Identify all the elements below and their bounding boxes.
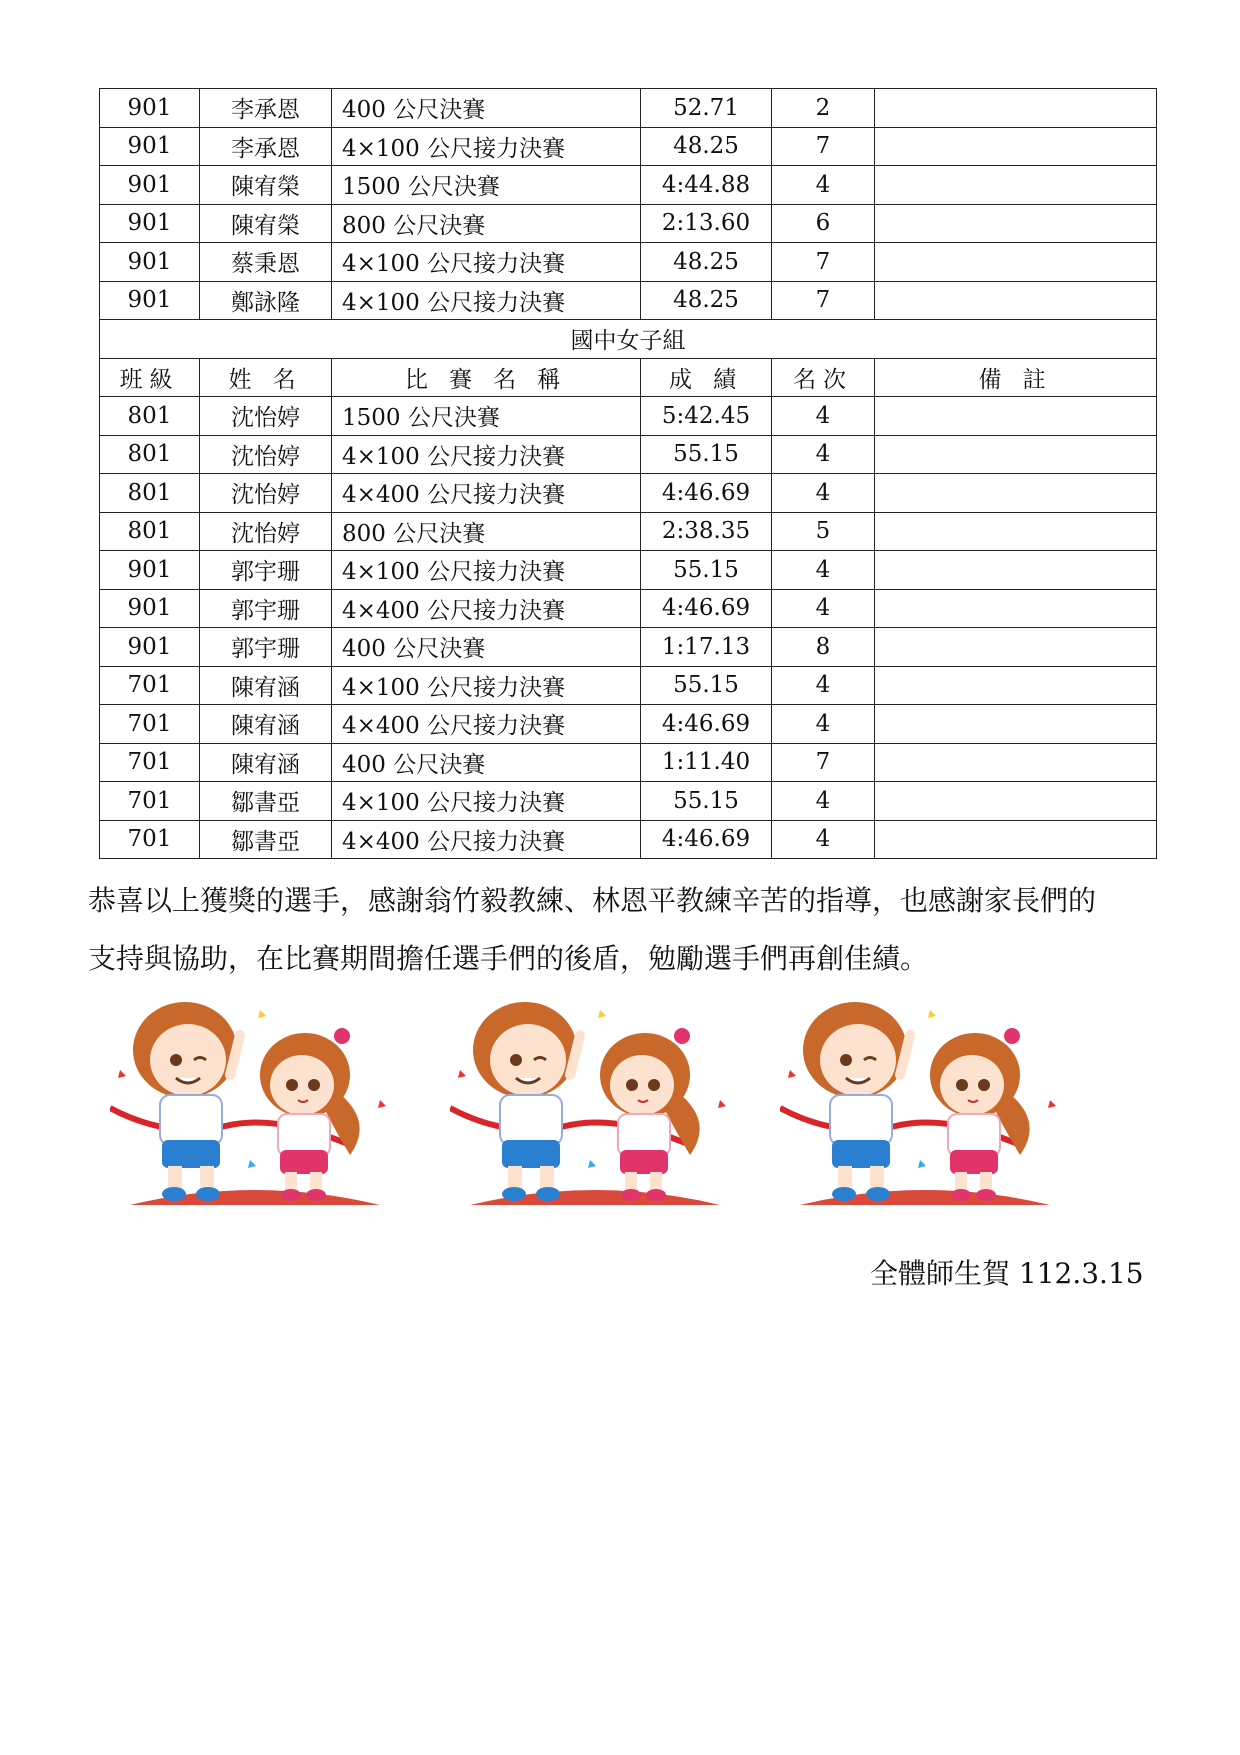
boys-results-body (100, 89, 1157, 320)
cell-name: 沈怡婷 (200, 397, 332, 436)
cell-name: 李承恩 (200, 127, 332, 166)
table-row (100, 243, 1157, 282)
table-row (100, 204, 1157, 243)
cell-class: 901 (100, 589, 200, 628)
table-row (100, 551, 1157, 590)
cell-event: 4×400 公尺接力決賽 (332, 474, 641, 513)
cell-class: 701 (100, 743, 200, 782)
cell-event: 4×400 公尺接力決賽 (332, 820, 641, 859)
cell-result: 5:42.45 (641, 397, 772, 436)
cell-result: 4:46.69 (641, 589, 772, 628)
table-row (100, 628, 1157, 667)
table-row (100, 589, 1157, 628)
cell-class: 701 (100, 820, 200, 859)
cell-name: 沈怡婷 (200, 474, 332, 513)
cell-rank: 4 (772, 820, 875, 859)
cell-event: 4×100 公尺接力決賽 (332, 435, 641, 474)
cell-rank: 7 (772, 281, 875, 320)
cell-name: 陳宥涵 (200, 666, 332, 705)
cell-class: 801 (100, 474, 200, 513)
cell-name: 陳宥涵 (200, 743, 332, 782)
cell-rank: 4 (772, 166, 875, 205)
cell-note (875, 705, 1157, 744)
header-note: 備 註 (875, 358, 1157, 397)
running-kids-finish-line-icon (110, 990, 400, 1220)
header-event: 比 賽 名 稱 (332, 358, 641, 397)
girls-results-body (100, 397, 1157, 859)
table-row (100, 705, 1157, 744)
table-row (100, 474, 1157, 513)
cell-rank: 2 (772, 89, 875, 128)
cell-result: 48.25 (641, 281, 772, 320)
cell-event: 400 公尺決賽 (332, 743, 641, 782)
cell-name: 陳宥涵 (200, 705, 332, 744)
header-class: 班級 (100, 358, 200, 397)
cell-result: 4:46.69 (641, 705, 772, 744)
cell-rank: 4 (772, 589, 875, 628)
cell-result: 1:11.40 (641, 743, 772, 782)
cell-rank: 6 (772, 204, 875, 243)
table-row (100, 435, 1157, 474)
cell-rank: 4 (772, 474, 875, 513)
cell-note (875, 89, 1157, 128)
table-row (100, 743, 1157, 782)
cell-result: 2:38.35 (641, 512, 772, 551)
cell-name: 陳宥榮 (200, 204, 332, 243)
cell-rank: 4 (772, 435, 875, 474)
cell-event: 400 公尺決賽 (332, 628, 641, 667)
cell-result: 55.15 (641, 551, 772, 590)
cell-result: 4:46.69 (641, 474, 772, 513)
cell-name: 李承恩 (200, 89, 332, 128)
header-name: 姓 名 (200, 358, 332, 397)
cell-rank: 7 (772, 127, 875, 166)
table-row (100, 666, 1157, 705)
cell-rank: 4 (772, 782, 875, 821)
cell-event: 4×100 公尺接力決賽 (332, 782, 641, 821)
cell-class: 701 (100, 705, 200, 744)
cell-rank: 4 (772, 666, 875, 705)
cell-rank: 5 (772, 512, 875, 551)
cell-event: 4×100 公尺接力決賽 (332, 243, 641, 282)
cell-name: 郭宇珊 (200, 628, 332, 667)
cell-event: 800 公尺決賽 (332, 204, 641, 243)
cell-result: 48.25 (641, 243, 772, 282)
cell-event: 4×100 公尺接力決賽 (332, 666, 641, 705)
cell-result: 55.15 (641, 782, 772, 821)
cell-event: 4×100 公尺接力決賽 (332, 281, 641, 320)
running-kids-finish-line-icon (450, 990, 740, 1220)
cell-class: 801 (100, 435, 200, 474)
signoff-date: 全體師生賀 112.3.15 (870, 1257, 1144, 1290)
cell-class: 901 (100, 166, 200, 205)
cell-class: 701 (100, 782, 200, 821)
table-row (100, 397, 1157, 436)
cell-note (875, 243, 1157, 282)
cell-class: 901 (100, 281, 200, 320)
group-title-row (100, 320, 1157, 359)
cell-event: 4×100 公尺接力決賽 (332, 551, 641, 590)
cell-note (875, 512, 1157, 551)
cell-note (875, 397, 1157, 436)
cell-class: 701 (100, 666, 200, 705)
cell-class: 901 (100, 89, 200, 128)
table-row (100, 166, 1157, 205)
message-line-2: 支持與協助，在比賽期間擔任選手們的後盾，勉勵選手們再創佳績。 (88, 942, 929, 975)
results-table (99, 88, 1157, 859)
cell-note (875, 551, 1157, 590)
cell-result: 2:13.60 (641, 204, 772, 243)
cell-class: 901 (100, 243, 200, 282)
cell-name: 蔡秉恩 (200, 243, 332, 282)
cell-class: 901 (100, 551, 200, 590)
cell-class: 801 (100, 397, 200, 436)
cell-name: 陳宥榮 (200, 166, 332, 205)
cell-rank: 7 (772, 243, 875, 282)
group-title: 國中女子組 (100, 320, 1157, 359)
mascot-illustrations (110, 990, 1130, 1230)
cell-result: 55.15 (641, 666, 772, 705)
table-row (100, 512, 1157, 551)
cell-note (875, 782, 1157, 821)
table-row (100, 820, 1157, 859)
running-kids-finish-line-icon (780, 990, 1070, 1220)
cell-note (875, 589, 1157, 628)
cell-event: 400 公尺決賽 (332, 89, 641, 128)
cell-class: 901 (100, 628, 200, 667)
congratulation-message (88, 872, 1168, 988)
header-result: 成 績 (641, 358, 772, 397)
cell-rank: 7 (772, 743, 875, 782)
cell-note (875, 666, 1157, 705)
cell-note (875, 743, 1157, 782)
cell-event: 4×400 公尺接力決賽 (332, 705, 641, 744)
girls-section-header (100, 320, 1157, 397)
cell-note (875, 166, 1157, 205)
cell-name: 鄒書亞 (200, 782, 332, 821)
cell-event: 4×400 公尺接力決賽 (332, 589, 641, 628)
cell-note (875, 127, 1157, 166)
cell-rank: 4 (772, 705, 875, 744)
cell-note (875, 628, 1157, 667)
table-row (100, 782, 1157, 821)
cell-class: 901 (100, 127, 200, 166)
table-row (100, 127, 1157, 166)
cell-name: 鄭詠隆 (200, 281, 332, 320)
message-line-1: 恭喜以上獲獎的選手，感謝翁竹毅教練、林恩平教練辛苦的指導，也感謝家長們的 (88, 884, 1097, 917)
header-rank: 名次 (772, 358, 875, 397)
cell-name: 郭宇珊 (200, 551, 332, 590)
cell-note (875, 474, 1157, 513)
header-row (100, 358, 1157, 397)
table-row (100, 281, 1157, 320)
cell-result: 55.15 (641, 435, 772, 474)
cell-name: 郭宇珊 (200, 589, 332, 628)
cell-event: 800 公尺決賽 (332, 512, 641, 551)
cell-rank: 4 (772, 397, 875, 436)
table-row (100, 89, 1157, 128)
cell-name: 沈怡婷 (200, 435, 332, 474)
cell-result: 1:17.13 (641, 628, 772, 667)
cell-class: 901 (100, 204, 200, 243)
cell-event: 1500 公尺決賽 (332, 166, 641, 205)
cell-rank: 8 (772, 628, 875, 667)
cell-note (875, 435, 1157, 474)
cell-result: 4:46.69 (641, 820, 772, 859)
cell-note (875, 204, 1157, 243)
cell-name: 鄒書亞 (200, 820, 332, 859)
cell-event: 1500 公尺決賽 (332, 397, 641, 436)
cell-event: 4×100 公尺接力決賽 (332, 127, 641, 166)
cell-result: 48.25 (641, 127, 772, 166)
cell-note (875, 281, 1157, 320)
cell-result: 4:44.88 (641, 166, 772, 205)
cell-class: 801 (100, 512, 200, 551)
cell-note (875, 820, 1157, 859)
cell-result: 52.71 (641, 89, 772, 128)
cell-name: 沈怡婷 (200, 512, 332, 551)
cell-rank: 4 (772, 551, 875, 590)
